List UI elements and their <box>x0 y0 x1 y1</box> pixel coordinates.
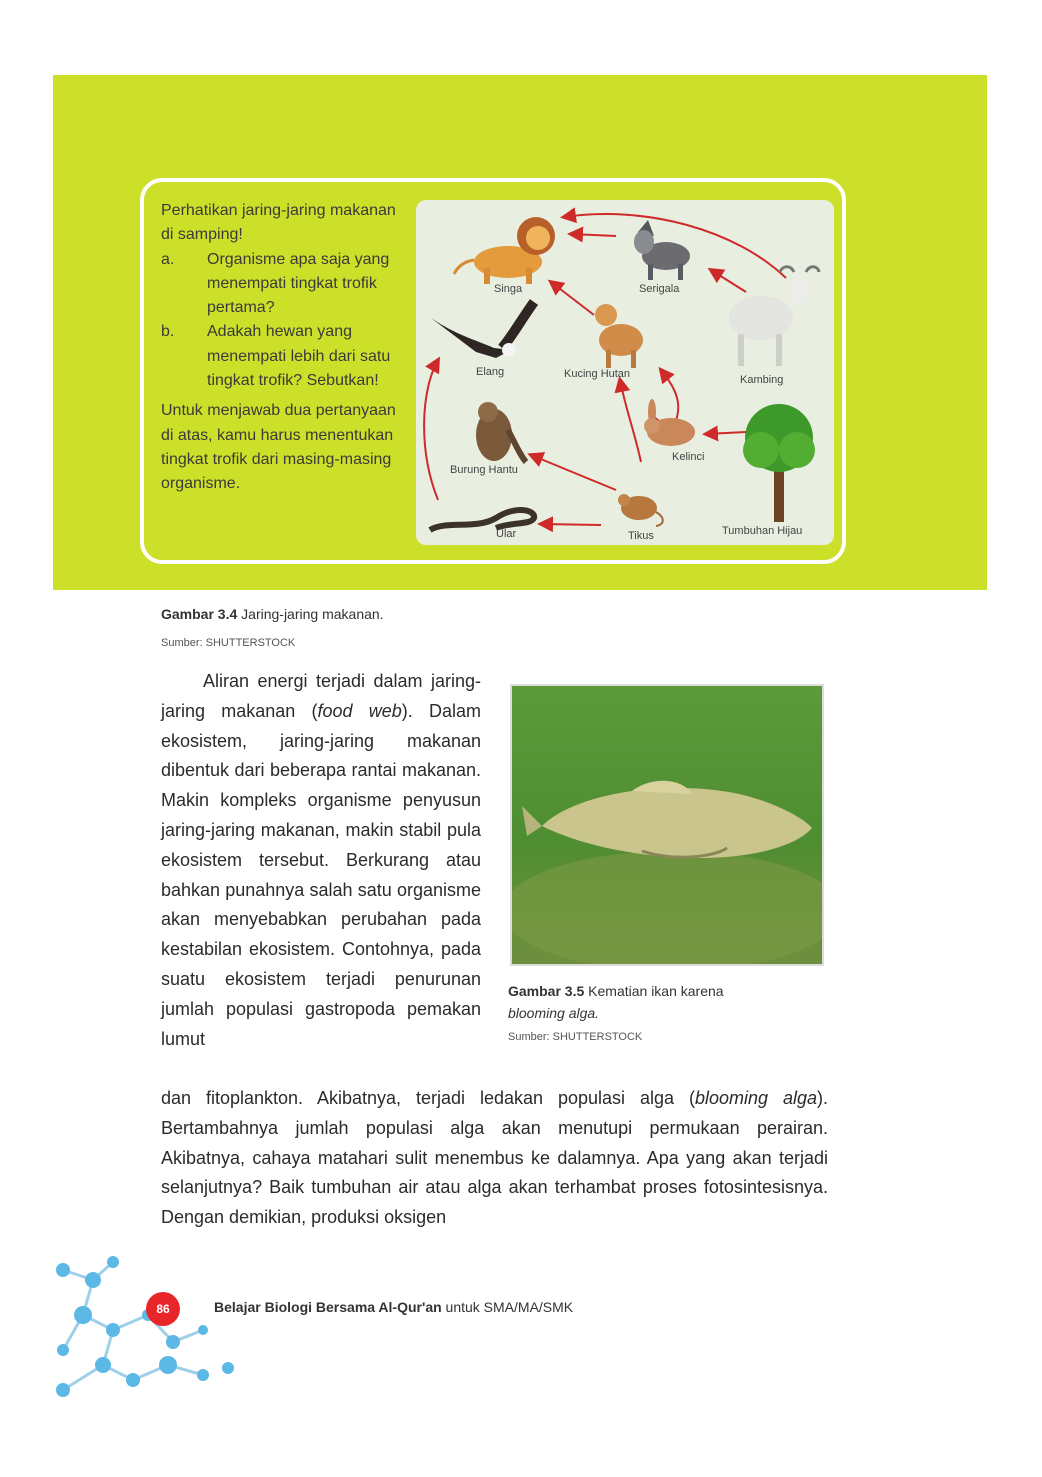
question-text: Organisme apa saja yang menempati tingkat trofik pertama? <box>207 250 390 317</box>
rabbit-icon <box>644 399 695 446</box>
question-label: b. <box>161 323 175 341</box>
label-singa: Singa <box>494 283 523 295</box>
mouse-icon <box>618 494 663 526</box>
label-kucing-hutan: Kucing Hutan <box>564 368 631 380</box>
label-serigala: Serigala <box>639 283 680 295</box>
fish-photo <box>510 684 824 966</box>
body-text: dan fitoplankton. Akibatnya, terjadi ledakan populasi alga ( <box>161 1088 695 1108</box>
figure-caption-text: Kematian ikan karena <box>588 983 724 999</box>
body-text: ). Bertambahnya jumlah populasi alga akan menutupi permukaan perairan. Akibatnya, cahaya matahari sulit menembus ke dalamnya. Apa yang akan terjadi selanjutnya? Baik tumbuhan air atau alga akan terhambat proses fotosintesisnya. Dengan demikian, produksi oksigen <box>161 1088 828 1228</box>
label-elang: Elang <box>476 366 505 378</box>
owl-icon <box>476 402 526 462</box>
label-tikus: Tikus <box>628 530 654 542</box>
body-text: Aliran energi terjadi dalam jaring-jaring makanan ( <box>161 671 481 721</box>
food-web-diagram <box>416 200 834 545</box>
figure-caption <box>161 606 384 622</box>
question-list <box>161 248 407 394</box>
activity-instruction: Untuk menjawab dua pertanyaan di atas, kamu harus menentukan tingkat trofik dari masing-masing organisme. <box>161 402 396 493</box>
figure-caption <box>508 980 808 1024</box>
figure-label: Gambar 3.4 <box>161 606 238 622</box>
activity-text <box>161 199 407 497</box>
body-term: blooming alga <box>694 1088 817 1108</box>
book-title-main: Belajar Biologi Bersama Al-Qur'an <box>214 1299 442 1315</box>
dead-fish-image <box>512 686 822 964</box>
figure-source: Sumber: SHUTTERSTOCK <box>161 637 296 649</box>
figure-source: Sumber: SHUTTERSTOCK <box>508 1031 643 1043</box>
label-burung-hantu: Burung Hantu <box>450 464 518 476</box>
figure-label: Gambar 3.5 <box>508 983 585 999</box>
label-kambing: Kambing <box>740 374 784 386</box>
label-ular: Ular <box>496 528 517 540</box>
book-title-suffix: untuk SMA/MA/SMK <box>441 1299 574 1315</box>
page-number: 86 <box>146 1292 180 1326</box>
lion-icon <box>454 217 555 284</box>
molecule-decoration <box>53 1250 243 1405</box>
body-text: ). Dalam ekosistem, jaring-jaring makanan dibentuk dari beberapa rantai makanan. Makin kompleks organisme penyusun jaring-jaring makanan, makin stabil pula ekosistem tersebut. Berkurang atau bahkan punahnya salah satu organisme akan menyebabkan perubahan pada kestabilan ekosistem. Contohnya, pada suatu ekosistem terjadi penurunan jumlah populasi gastropoda pemakan lumut <box>161 700 481 1049</box>
question-b <box>161 320 407 393</box>
figure-caption-text: Jaring-jaring makanan. <box>241 606 384 622</box>
label-tumbuhan-hijau: Tumbuhan Hijau <box>722 525 803 537</box>
activity-intro: Perhatikan jaring-jaring makanan di samping! <box>161 202 396 244</box>
question-a <box>161 248 407 321</box>
snake-icon <box>430 510 534 530</box>
figure-caption-italic: blooming alga. <box>508 1005 600 1021</box>
wolf-icon <box>634 220 690 280</box>
eagle-icon <box>431 302 534 358</box>
body-paragraph <box>161 667 481 1054</box>
question-label: a. <box>161 250 175 268</box>
body-term: food web <box>317 700 402 721</box>
book-title <box>214 1299 573 1315</box>
lynx-icon <box>595 304 643 368</box>
label-kelinci: Kelinci <box>672 451 705 463</box>
body-paragraph-continued <box>161 1084 828 1233</box>
question-text: Adakah hewan yang menempati lebih dari satu tingkat trofik? Sebutkan! <box>207 323 391 390</box>
goat-icon <box>729 267 819 366</box>
tree-icon <box>743 404 815 522</box>
